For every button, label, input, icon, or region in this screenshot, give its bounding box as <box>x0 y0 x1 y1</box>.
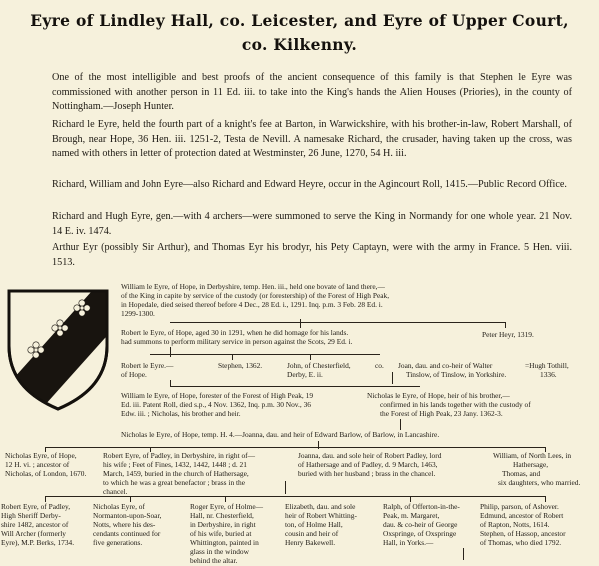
robert-padley-line1: Robert Eyre, of Padley, in Derbyshire, in right of— <box>103 451 256 460</box>
heraldic-shield-icon <box>6 288 110 412</box>
roger-holme-line2: Hall, nr. Chesterfield, <box>190 511 254 520</box>
paragraph-2: Richard le Eyre, held the fourth part of a knight's fee at Barton, in Warwickshire, with his brother-in-law, Robert Marshall, of Brough, near Hope, 36 Hen. iii. 1251-2, Testa de Nevill. A namesake Richard, the crusader, having taken up the cross, was named with others in letter of protection dated at Westminster, 26 June, 1270, 54 H. iii. <box>52 119 572 160</box>
paragraph-5: Arthur Eyr (possibly Sir Arthur), and Thomas Eyr his brodyr, his Pety Captayn, were with the army in France. 5 Hen. viii. 1513. <box>52 242 572 268</box>
william-le-eyre-1-line2: of the King in capite by service of the custody (or forestership) of the Forest of High Peak, <box>121 291 390 300</box>
joan-tinslow-line1: Joan, dau. and co-heir of Walter <box>398 361 493 370</box>
philip-line2: Edmund, ancestor of Robert <box>480 511 564 520</box>
john-chesterfield-line1: John, of Chesterfield, <box>287 361 351 370</box>
roger-holme-line3: in Derbyshire, in right <box>190 520 256 529</box>
joan-tinslow-line2: Tinslow, of Tinslow, in Yorkshire. <box>406 370 507 379</box>
robert-padley-2-line2: High Sheriff Derby- <box>1 511 61 520</box>
elizabeth-line3: ton, of Holme Hall, <box>285 520 343 529</box>
line-robert2-down <box>170 380 171 387</box>
line-ralph-down <box>463 548 464 560</box>
page-title: Eyre of Lindley Hall, co. Leicester, and Eyre of Upper Court, <box>30 11 569 30</box>
elizabeth-line1: Elizabeth, dau. and sole <box>285 502 356 511</box>
william-north-lees-line1: William, of North Lees, in <box>493 451 572 460</box>
robert-le-eyre-1-line2: had summons to perform military service in person against the Scots, 29 Ed. i. <box>121 337 353 346</box>
nicholas-normanton-line3: Notts, where his des- <box>93 520 156 529</box>
nicholas-le-eyre-1-line1: Nicholas le Eyre, of Hope, heir of his brother,— <box>367 391 510 400</box>
line-robpad-down <box>285 481 286 494</box>
joanna-padley-line2: of Hathersage and of Padley, d. 9 March, 1463, <box>298 460 438 469</box>
roger-holme-line7: behind the altar. <box>190 556 238 565</box>
robert-le-eyre-2-line2: of Hope. <box>121 370 147 379</box>
philip-line4: Stephen, of Hassop, ancestor <box>480 529 566 538</box>
line-peter <box>505 322 506 328</box>
joanna-padley-line1: Joanna, dau. and sole heir of Robert Padley, lord <box>298 451 442 460</box>
nicholas-normanton-line5: five generations. <box>93 538 143 547</box>
page-subtitle: co. Kilkenny. <box>241 35 358 54</box>
philip-line1: Philip, parson, of Ashover. <box>480 502 559 511</box>
roger-holme-line1: Roger Eyre, of Holme— <box>190 502 264 511</box>
ralph-line1: Ralph, of Offerton-in-the- <box>383 502 460 511</box>
line-r1-down <box>170 347 171 357</box>
william-le-eyre-1-line1: William le Eyre, of Hope, in Derbyshire, temp. Hen. iii., held one bovate of land there,— <box>121 282 385 291</box>
ralph-line4: Oxspringe, of Oxspringe <box>383 529 457 538</box>
line-joan-down <box>392 372 393 384</box>
paragraph-1: One of the most intelligible and best proofs of the ancient consequence of this family is that Stephen le Eyre was commissioned with another person in 11 Ed. iii. to take into the King's hands the Alien Houses (Priories), in the county of Nottingham.—Joseph Hunter. <box>52 72 572 113</box>
roger-holme-line5: Whittington, painted in <box>190 538 259 547</box>
william-le-eyre-1-line3: in Hopedale, died seised thereof before 4 Dec., 28 Ed. i., 1291. Inq. p.m. 3 Feb. 28 Ed. i. <box>121 300 383 309</box>
robert-padley-line2: his wife ; Feet of Fines, 1432, 1442, 1448 ; d. 21 <box>103 460 247 469</box>
nicholas-le-eyre-1-line3: the Forest of High Peak, 23 Jany. 1362-3. <box>380 409 503 418</box>
paragraph-4: Richard and Hugh Eyre, gen.—with 4 archers—were summoned to serve the King in Normandy for one whole year. 21 Nov. 14 E. iv. 1474. <box>52 211 572 237</box>
nicholas-eyre-3-line2: 12 H. vi. ; ancestor of <box>5 460 70 469</box>
ralph-line5: Hall, in Yorks.— <box>383 538 434 547</box>
paragraph-3: Richard, William and John Eyre—also Richard and Edward Heyre, occur in the Agincourt Roll, 1415.—Public Record Office. <box>52 179 567 190</box>
william-le-eyre-2-line1: William le Eyre, of Hope, forester of the Forest of High Peak, 19 <box>121 391 314 400</box>
line-john <box>310 354 311 360</box>
robert-le-eyre-2-line1: Robert le Eyre.— <box>121 361 174 370</box>
nicholas-le-eyre-2: Nicholas le Eyre, of Hope, temp. H. 4.—Joanna, dau. and heir of Edward Barlow, of Barlow, in Lancashire. <box>121 430 440 439</box>
nicholas-le-eyre-1-line2: confirmed in his lands together with the custody of <box>380 400 531 409</box>
line-gen4-bar <box>170 386 420 387</box>
william-north-lees-line2: Hathersage, <box>513 460 549 469</box>
william-le-eyre-2-line3: Edw. iii. ; Nicholas, his brother and heir. <box>121 409 241 418</box>
robert-padley-line3: March, 1459, buried in the church of Hathersage, <box>103 469 249 478</box>
nicholas-normanton-line1: Nicholas Eyre, of <box>93 502 145 511</box>
roger-holme-line6: glass in the window <box>190 547 249 556</box>
roger-holme-line4: of his wife, buried at <box>190 529 252 538</box>
william-le-eyre-2-line2: Ed. iii. Patent Roll, died s.p., 4 Nov. 1362, Inq. p.m. 30 Nov., 36 <box>121 400 311 409</box>
robert-padley-2-line3: shire 1482, ancestor of <box>1 520 69 529</box>
joanna-padley-line3: buried with her husband ; brass in the chancel. <box>298 469 436 478</box>
hugh-tothill-line1: =Hugh Tothill, <box>525 361 569 370</box>
john-chesterfield-line2: Derby, E. ii. <box>287 370 323 379</box>
elizabeth-line2: heir of Robert Whitting- <box>285 511 357 520</box>
ralph-line3: dau. & co-heir of George <box>383 520 458 529</box>
hugh-tothill-line2: 1336. <box>540 370 557 379</box>
line-gen2-bar <box>170 322 505 323</box>
robert-padley-line4: to which he was a great benefactor ; brass in the <box>103 478 246 487</box>
robert-padley-2-line4: Will Archer (formerly <box>1 529 66 538</box>
robert-padley-line5: chancel. <box>103 487 128 496</box>
line-w1-down <box>300 319 301 328</box>
william-north-lees-line3: Thomas, and <box>502 469 541 478</box>
nicholas-normanton-line2: Normanton-upon-Soar, <box>93 511 162 520</box>
philip-line5: of Thomas, who died 1792. <box>480 538 562 547</box>
stephen-1362: Stephen, 1362. <box>218 361 263 370</box>
peter-heyr: Peter Heyr, 1319. <box>482 330 534 339</box>
line-gen6-bar <box>45 447 545 448</box>
philip-line3: of Rapton, Notts, 1614. <box>480 520 550 529</box>
nicholas-eyre-3-line3: Nicholas, of London, 1670. <box>5 469 87 478</box>
robert-padley-2-line5: Eyre), M.P. Berks, 1734. <box>1 538 75 547</box>
elizabeth-line4: cousin and heir of <box>285 529 339 538</box>
nicholas-normanton-line4: cendants continued for <box>93 529 161 538</box>
co-label: co. <box>375 361 384 370</box>
line-gen3-bar <box>150 354 380 355</box>
william-le-eyre-1-line4: 1299-1300. <box>121 309 155 318</box>
nicholas-eyre-3-line1: Nicholas Eyre, of Hope, <box>5 451 77 460</box>
robert-le-eyre-1-line1: Robert le Eyre, of Hope, aged 30 in 1291, when he did homage for his lands. <box>121 328 349 337</box>
line-stephen <box>232 354 233 360</box>
ralph-line2: Peak, m. Margaret, <box>383 511 440 520</box>
elizabeth-line5: Henry Bakewell. <box>285 538 336 547</box>
william-north-lees-line4: six daughters, who married. <box>498 478 581 487</box>
line-n1-down <box>400 419 401 430</box>
robert-padley-2-line1: Robert Eyre, of Padley, <box>1 502 71 511</box>
line-gen7-bar <box>45 496 545 497</box>
